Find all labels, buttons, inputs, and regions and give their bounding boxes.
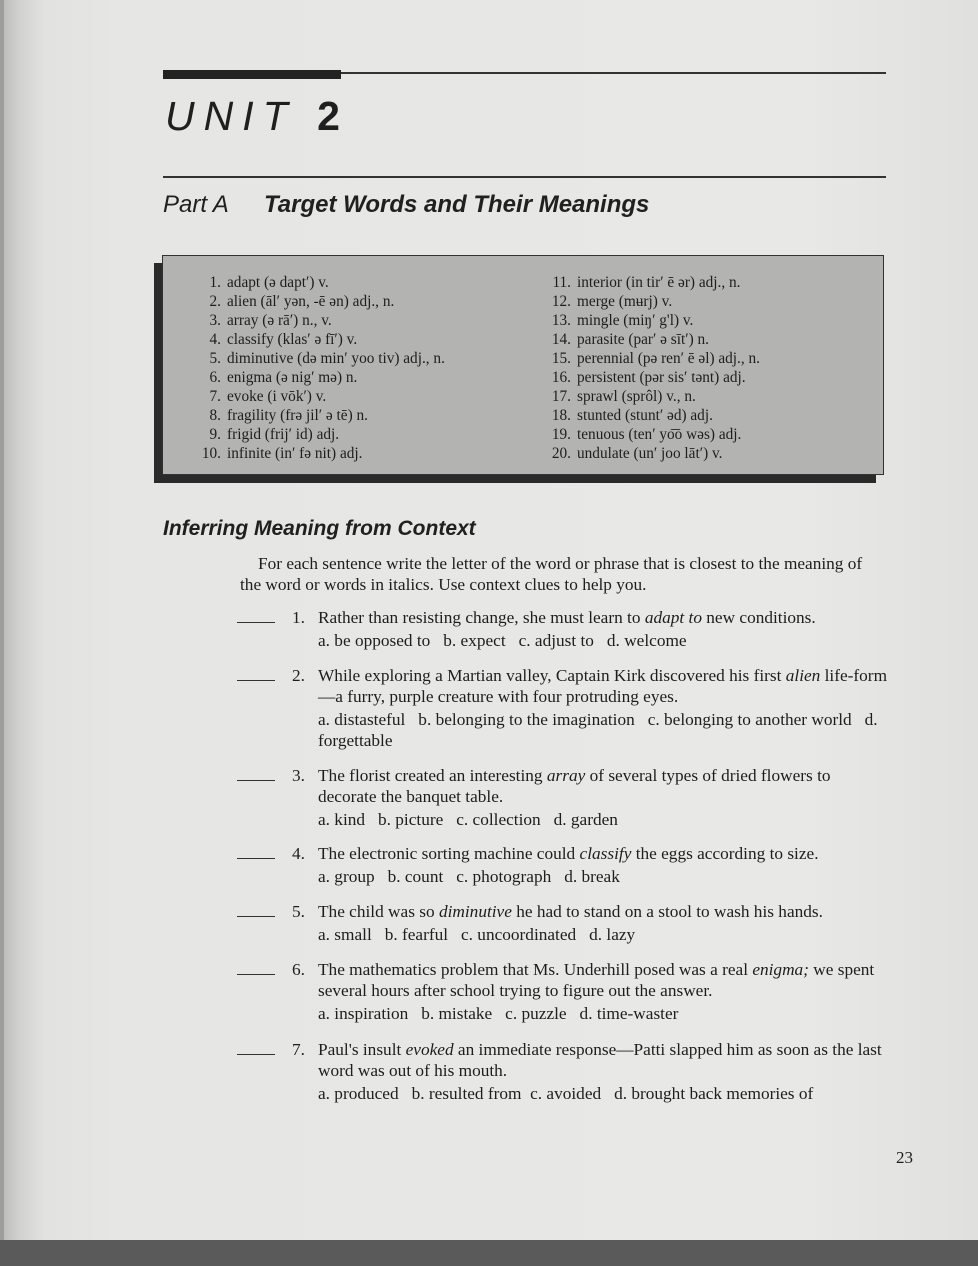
question-text-before: Paul's insult xyxy=(318,1040,406,1059)
target-word-entry: array (ə rā′) n., v. xyxy=(227,312,332,329)
target-word-item xyxy=(541,425,760,444)
question-item xyxy=(237,959,887,1024)
target-word-item xyxy=(541,387,760,406)
answer-options: a. be opposed to b. expect c. adjust to d. welcome xyxy=(318,631,687,650)
target-word-entry: alien (āl′ yən, -ē ən) adj., n. xyxy=(227,293,395,310)
italic-target-word: adapt to xyxy=(644,608,702,627)
answer-blank[interactable] xyxy=(237,858,275,859)
question-number: 7. xyxy=(292,1040,305,1059)
target-word-entry: frigid (frij′ id) adj. xyxy=(227,426,340,443)
question-body xyxy=(318,765,887,830)
target-word-number: 2. xyxy=(209,293,221,310)
unit-title: UNIT 2 xyxy=(165,93,340,139)
part-title: Target Words and Their Meanings xyxy=(264,191,650,218)
target-word-number: 10. xyxy=(201,445,221,462)
target-word-item xyxy=(541,311,760,330)
target-word-item xyxy=(541,406,760,425)
answer-options: a. produced b. resulted from c. avoided d. brought back memories of xyxy=(318,1084,814,1103)
answer-options: a. distasteful b. belonging to the imagination c. belonging to another world d. forgettable xyxy=(318,710,882,750)
question-text-after: an immediate response—Patti slapped him as soon as the last word was out of his mouth. xyxy=(318,1040,882,1080)
answer-blank[interactable] xyxy=(237,916,275,917)
target-word-item xyxy=(191,425,445,444)
answer-blank[interactable] xyxy=(237,1054,275,1055)
target-word-number: 1. xyxy=(209,274,221,291)
target-word-item xyxy=(541,292,760,311)
section-title: Inferring Meaning from Context xyxy=(163,517,476,540)
question-text-after: life-form—a furry, purple creature with four protruding eyes. xyxy=(318,666,888,706)
target-word-item xyxy=(191,311,445,330)
question-item xyxy=(237,843,887,887)
question-text-before: The child was so xyxy=(318,902,439,921)
italic-target-word: classify xyxy=(579,844,632,863)
answer-options: a. kind b. picture c. collection d. garden xyxy=(318,810,618,829)
question-number: 3. xyxy=(292,766,305,785)
target-word-item xyxy=(191,330,445,349)
target-word-number: 19. xyxy=(551,426,571,443)
part-label: Part A xyxy=(163,191,229,218)
question-item xyxy=(237,607,887,651)
question-number: 5. xyxy=(292,902,305,921)
answer-blank[interactable] xyxy=(237,780,275,781)
question-body xyxy=(318,843,887,887)
question-text-after: of several types of dried flowers to decorate the banquet table. xyxy=(318,766,831,806)
target-word-entry: parasite (par′ ə sīt′) n. xyxy=(577,331,709,348)
target-word-number: 16. xyxy=(551,369,571,386)
target-word-item xyxy=(541,349,760,368)
question-number: 1. xyxy=(292,608,305,627)
target-word-item xyxy=(541,330,760,349)
target-word-entry: interior (in tir′ ē ər) adj., n. xyxy=(577,274,741,291)
word-list-left xyxy=(191,273,445,463)
target-word-item xyxy=(191,406,445,425)
target-word-number: 13. xyxy=(551,312,571,329)
answer-blank[interactable] xyxy=(237,974,275,975)
target-word-number: 4. xyxy=(209,331,221,348)
answer-blank[interactable] xyxy=(237,680,275,681)
target-word-number: 6. xyxy=(209,369,221,386)
target-word-item xyxy=(191,387,445,406)
question-number: 4. xyxy=(292,844,305,863)
section-rule xyxy=(163,176,886,178)
target-word-number: 11. xyxy=(552,274,571,291)
target-word-number: 3. xyxy=(209,312,221,329)
question-number: 2. xyxy=(292,666,305,685)
question-number: 6. xyxy=(292,960,305,979)
question-text-after: we spent several hours after school trying to figure out the answer. xyxy=(318,960,875,1000)
instructions: For each sentence write the letter of the word or phrase that is closest to the meaning of the word or words in italics. Use context clues to help you. xyxy=(240,554,863,594)
target-word-item xyxy=(191,368,445,387)
question-body xyxy=(318,959,887,1024)
target-word-entry: evoke (i vōk′) v. xyxy=(227,388,327,405)
answer-blank[interactable] xyxy=(237,622,275,623)
italic-target-word: evoked xyxy=(405,1040,454,1059)
page-number: 23 xyxy=(896,1148,913,1167)
italic-target-word: array xyxy=(546,766,586,785)
question-text-after: he had to stand on a stool to wash his hands. xyxy=(511,902,823,921)
answer-options: a. inspiration b. mistake c. puzzle d. time-waster xyxy=(318,1004,679,1023)
question-text-before: The mathematics problem that Ms. Underhill posed was a real xyxy=(318,960,753,979)
question-body xyxy=(318,665,887,751)
target-word-number: 12. xyxy=(551,293,571,310)
target-word-entry: diminutive (də min′ yoo tiv) adj., n. xyxy=(227,350,445,367)
target-word-item xyxy=(541,368,760,387)
target-word-item xyxy=(541,444,760,463)
target-word-item xyxy=(191,273,445,292)
target-word-entry: classify (klas′ ə fī′) v. xyxy=(227,331,358,348)
question-item xyxy=(237,1039,887,1104)
header-thick-rule xyxy=(163,70,341,79)
target-word-number: 14. xyxy=(551,331,571,348)
target-word-number: 15. xyxy=(551,350,571,367)
answer-options: a. small b. fearful c. uncoordinated d. lazy xyxy=(318,925,636,944)
italic-target-word: alien xyxy=(785,666,821,685)
italic-target-word: enigma; xyxy=(752,960,809,979)
question-text-before: While exploring a Martian valley, Captain Kirk discovered his first xyxy=(318,666,786,685)
question-text-after: the eggs according to size. xyxy=(631,844,819,863)
target-word-number: 5. xyxy=(209,350,221,367)
word-list-right xyxy=(541,273,760,463)
target-word-number: 18. xyxy=(551,407,571,424)
question-text-before: Rather than resisting change, she must learn to xyxy=(318,608,645,627)
target-words-box xyxy=(162,255,884,475)
header-thin-rule xyxy=(341,72,886,74)
question-text-before: The florist created an interesting xyxy=(318,766,547,785)
target-word-entry: stunted (stunt′ əd) adj. xyxy=(577,407,713,424)
target-word-entry: tenuous (ten′ yo͞o wəs) adj. xyxy=(577,426,742,443)
target-word-number: 9. xyxy=(209,426,221,443)
question-body xyxy=(318,1039,887,1104)
question-text-after: new conditions. xyxy=(701,608,816,627)
question-item xyxy=(237,665,887,751)
target-word-entry: adapt (ə dapt′) v. xyxy=(227,274,329,291)
question-body xyxy=(318,901,887,945)
target-word-entry: enigma (ə nig′ mə) n. xyxy=(227,369,358,386)
page-binding-edge xyxy=(0,0,4,1266)
question-body xyxy=(318,607,887,651)
target-word-item xyxy=(191,349,445,368)
scan-bottom-edge xyxy=(0,1240,978,1266)
target-word-entry: mingle (miŋ′ g'l) v. xyxy=(577,312,694,329)
question-item xyxy=(237,765,887,830)
target-word-entry: perennial (pə ren′ ē əl) adj., n. xyxy=(577,350,760,367)
target-word-item xyxy=(191,444,445,463)
target-word-item xyxy=(191,292,445,311)
target-word-entry: persistent (pər sis′ tənt) adj. xyxy=(577,369,746,386)
target-word-item xyxy=(541,273,760,292)
target-word-number: 17. xyxy=(551,388,571,405)
target-word-entry: undulate (un′ joo lāt′) v. xyxy=(577,445,723,462)
question-item xyxy=(237,901,887,945)
target-word-entry: merge (mʉrj) v. xyxy=(577,293,673,310)
italic-target-word: diminutive xyxy=(438,902,512,921)
target-word-number: 7. xyxy=(209,388,221,405)
target-word-entry: sprawl (sprôl) v., n. xyxy=(577,388,696,405)
answer-options: a. group b. count c. photograph d. break xyxy=(318,867,620,886)
target-word-number: 8. xyxy=(209,407,221,424)
target-word-entry: fragility (frə jil′ ə tē) n. xyxy=(227,407,368,424)
question-text-before: The electronic sorting machine could xyxy=(318,844,580,863)
target-word-number: 20. xyxy=(551,445,571,462)
target-word-entry: infinite (in′ fə nit) adj. xyxy=(227,445,363,462)
